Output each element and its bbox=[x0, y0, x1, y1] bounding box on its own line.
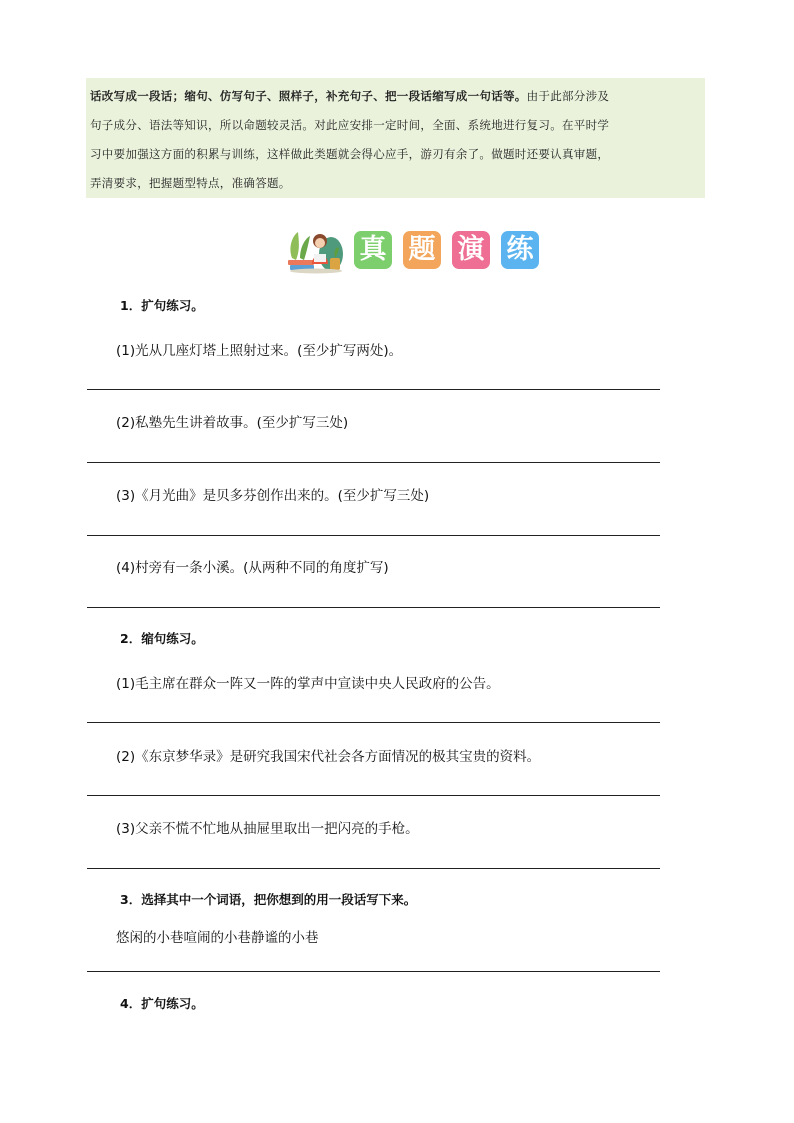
answer-line-2-2[interactable] bbox=[87, 795, 660, 796]
intro-line-1-rest: 由于此部分涉及 bbox=[526, 89, 610, 103]
answer-line-2-1[interactable] bbox=[87, 722, 660, 723]
answer-line-1-3[interactable] bbox=[87, 535, 660, 536]
answer-line-3[interactable] bbox=[87, 971, 660, 972]
banner-tile-yan: 演 bbox=[452, 231, 490, 269]
answer-line-2-3[interactable] bbox=[87, 868, 660, 869]
section-banner bbox=[286, 228, 542, 274]
intro-box bbox=[86, 78, 705, 198]
section-heading-4: 4．扩句练习。 bbox=[120, 996, 204, 1011]
question-1-4: (4)村旁有一条小溪。(从两种不同的角度扩写) bbox=[116, 560, 389, 576]
intro-bold-lead: 话改写成一段话；缩句、仿写句子、照样子，补充句子、把一段话缩写成一句话等。 bbox=[90, 89, 527, 103]
intro-line-4: 弄清要求，把握题型特点，准确答题。 bbox=[90, 176, 291, 190]
intro-line-1 bbox=[90, 82, 701, 111]
question-2-3: (3)父亲不慌不忙地从抽屉里取出一把闪亮的手枪。 bbox=[116, 821, 419, 837]
girl-reading-illustration bbox=[286, 228, 350, 274]
section-heading-3: 3．选择其中一个词语，把你想到的用一段话写下来。 bbox=[120, 892, 417, 907]
question-1-2: (2)私塾先生讲着故事。(至少扩写三处) bbox=[116, 415, 349, 431]
question-2-2: (2)《东京梦华录》是研究我国宋代社会各方面情况的极其宝贵的资料。 bbox=[116, 749, 541, 765]
banner-tile-zhen: 真 bbox=[354, 231, 392, 269]
section-heading-1: 1．扩句练习。 bbox=[120, 298, 204, 313]
question-2-1: (1)毛主席在群众一阵又一阵的掌声中宣读中央人民政府的公告。 bbox=[116, 676, 500, 692]
banner-tile-lian: 练 bbox=[501, 231, 539, 269]
intro-line-2: 句子成分、语法等知识，所以命题较灵活。对此应安排一定时间，全面、系统地进行复习。在平时学 bbox=[90, 118, 610, 132]
question-1-1: (1)光从几座灯塔上照射过来。(至少扩写两处)。 bbox=[116, 343, 403, 359]
answer-line-1-4[interactable] bbox=[87, 607, 660, 608]
question-3-words: 悠闲的小巷喧闹的小巷静谧的小巷 bbox=[116, 930, 319, 946]
intro-line-3: 习中要加强这方面的积累与训练，这样做此类题就会得心应手，游刃有余了。做题时还要认真审题， bbox=[90, 147, 610, 161]
answer-line-1-1[interactable] bbox=[87, 389, 660, 390]
question-1-3: (3)《月光曲》是贝多芬创作出来的。(至少扩写三处) bbox=[116, 488, 430, 504]
banner-tile-ti: 题 bbox=[403, 231, 441, 269]
section-heading-2: 2．缩句练习。 bbox=[120, 631, 204, 646]
answer-line-1-2[interactable] bbox=[87, 462, 660, 463]
